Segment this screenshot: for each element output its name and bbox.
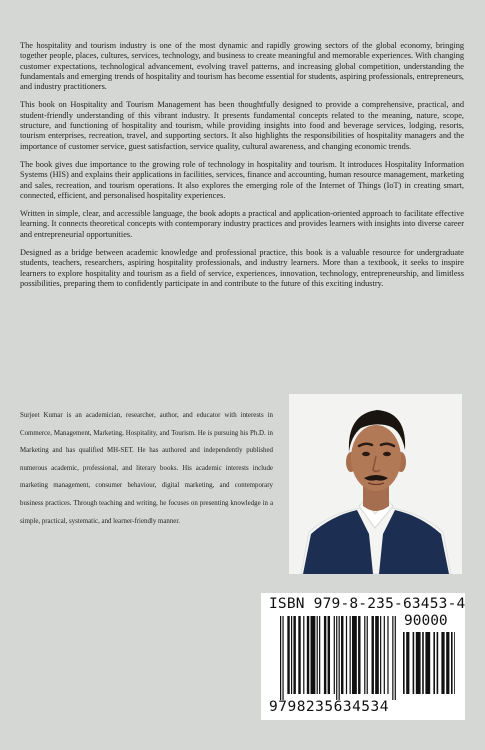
barcode-bar (380, 616, 381, 694)
barcode-bar (319, 616, 320, 694)
isbn-barcode (261, 593, 465, 720)
author-bio: Surjeet Kumar is an academician, researcher, author, and educator with interests in Commerce, Management, Marketing, Hospitality, and Tourism. He is pursuing his Ph.D. in Marketing and has qualified MH-SET. He has authored and independently published numerous academic, professional, and literary books. His academic interests include marketing management, consumer behaviour, digital marketing, and contemporary business practices. Through teaching and writing, he focuses on presenting knowledge in a simple, practical, systematic, and learner-friendly manner. (20, 412, 273, 525)
barcode-bar (334, 616, 335, 694)
barcode-bar (446, 632, 449, 694)
barcode-bar (451, 632, 453, 694)
barcode-bar (287, 616, 289, 694)
barcode-bar (293, 616, 295, 694)
addon-bars (403, 632, 455, 700)
barcode-bar (375, 616, 379, 694)
barcode-bar (317, 616, 318, 694)
barcode-bar (364, 616, 365, 694)
barcode-bar (346, 616, 347, 694)
barcode-digits: 9798235634534 (269, 699, 389, 715)
barcode-bar (406, 632, 409, 694)
barcode-bar (437, 632, 439, 694)
ean13-bars (280, 616, 398, 700)
barcode-bar (280, 616, 281, 700)
barcode-bar (433, 632, 435, 694)
barcode-bar (303, 616, 304, 694)
barcode-bar (387, 616, 388, 694)
barcode-bar (372, 616, 374, 694)
barcode-bar (324, 616, 326, 694)
barcode-bar (422, 632, 424, 694)
author-photo (289, 394, 462, 574)
barcode-bar (298, 616, 300, 694)
barcode-bar (425, 632, 430, 694)
barcode-bar (328, 616, 330, 694)
description-paragraph: The hospitality and tourism industry is one of the most dynamic and rapidly growing sectors of the global economy, bringing together people, places, cultures, services, technology, and business to create meaningful and memorable experiences. With changing customer expectations, technological advancement, evolving travel patterns, and increasing global competition, understanding the fundamentals and emerging trends of hospitality and tourism has become essential for students, aspiring professionals, entrepreneurs, and industry practitioners. (20, 41, 464, 92)
author-portrait-illustration (289, 394, 462, 574)
barcode-bar (441, 632, 444, 694)
barcode-bar (350, 616, 351, 694)
book-description (20, 41, 464, 297)
barcode-bar (384, 616, 385, 694)
barcode-bar (282, 616, 283, 700)
barcode-bar (413, 632, 415, 694)
barcode-bar (454, 632, 455, 694)
barcode-bar (392, 616, 393, 700)
barcode-bar (367, 616, 368, 694)
description-paragraph: Written in simple, clear, and accessible language, the book adopts a practical and application-oriented approach to facilitate effective learning. It connects theoretical concepts with contemporary industry practices and provides learners with insights into diverse career and entrepreneurial opportunities. (20, 209, 464, 239)
barcode-bar (395, 616, 396, 700)
barcode-bar (352, 616, 357, 694)
description-paragraph: Designed as a bridge between academic knowledge and professional practice, this book is a valuable resource for undergraduate students, teachers, researchers, aspiring hospitality professionals, and industry learners. More than a textbook, it seeks to inspire learners to explore hospitality and tourism as a field of service, experiences, innovation, technology, entrepreneurship, and limitless possibilities, preparing them to confidently participate in and contribute to the future of this exciting industry. (20, 248, 464, 288)
isbn-label: ISBN 979-8-235-63453-4 (269, 596, 466, 612)
price-code: 90000 (404, 613, 448, 629)
description-paragraph: This book on Hospitality and Tourism Management has been thoughtfully designed to provide a comprehensive, practical, and student-friendly understanding of this vibrant industry. It presents fundamental concepts related to the meaning, nature, scope, structure, and functioning of hospitality and tourism, while providing insights into food and beverage services, lodging, resorts, tourism enterprises, recreation, travel, and supporting sectors. It also highlights the responsibilities of hospitality managers and the importance of customer service, guest satisfaction, service quality, cultural awareness, and changing economic trends. (20, 100, 464, 151)
barcode-bar (336, 616, 337, 700)
barcode-bar (307, 616, 309, 694)
barcode-bar (311, 616, 316, 694)
barcode-bar (416, 632, 421, 694)
description-paragraph: The book gives due importance to the growing role of technology in hospitality and tourism. It introduces Hospitality Information Systems (HIS) and explains their applications in facilities, services, finance and accounting, human resource management, marketing and sales, recreation, and tourism operations. It also explores the emerging role of the Internet of Things (IoT) in creating smart, connected, efficient, and personalised hospitality experiences. (20, 159, 464, 200)
barcode-bar (341, 616, 343, 694)
barcode-bar (339, 616, 340, 700)
barcode-bar (403, 632, 405, 694)
barcode-bar (291, 616, 292, 694)
barcode-bar (358, 616, 360, 694)
